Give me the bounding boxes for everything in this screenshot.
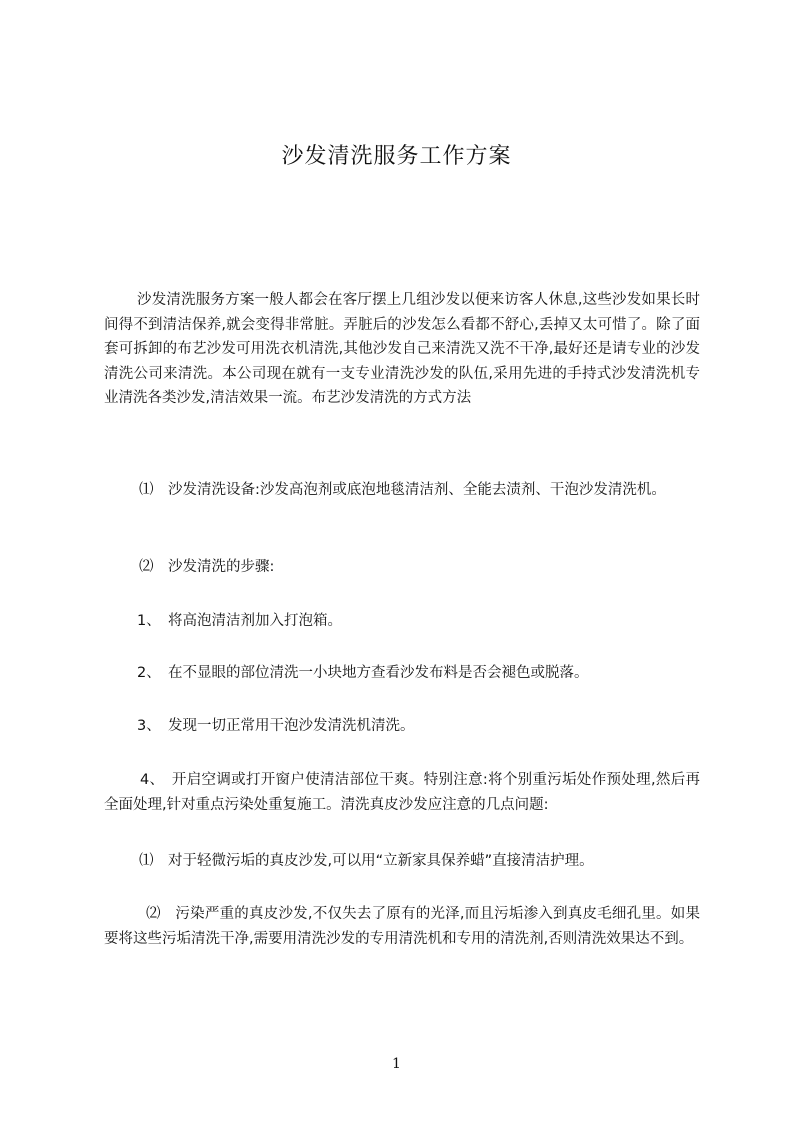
paragraph-leather-light: ⑴ 对于轻微污垢的真皮沙发,可以用“立新家具保养蜡”直接清洁护理。 — [139, 853, 594, 869]
intro-paragraph: 沙发清洗服务方案一般人都会在客厅摆上几组沙发以便来访客人休息,这些沙发如果长时间得不到清洁保养,就会变得非常脏。弄脏后的沙发怎么看都不舒心,丢掉又太可惜了。除了面套可拆卸的布艺沙发可用洗衣机清洗,其他沙发自己来清洗又洗不干净,最好还是请专业的沙发清洗公司来清洗。本公司现在就有一支专业清洗沙发的队伍,采用先进的手持式沙发清洗机专业清洗各类沙发,清洁效果一流。布艺沙发清洗的方式方法 — [104, 292, 700, 406]
paragraph-leather-heavy: ⑵ 污染严重的真皮沙发,不仅失去了原有的光泽,而且污垢渗入到真皮毛细孔里。如果要将这些污垢清洗干净,需要用清洗沙发的专用清洗机和专用的清洗剂,否则清洗效果达不到。 — [104, 906, 700, 947]
page-number: 1 — [392, 1056, 401, 1072]
paragraph-step-2: 2、 在不显眼的部位清洗一小块地方查看沙发布料是否会褪色或脱落。 — [137, 665, 589, 681]
paragraph-step-4: 4、 开启空调或打开窗户使清洁部位干爽。特别注意:将个别重污垢处作预处理,然后再全面处理,针对重点污染处重复施工。清洗真皮沙发应注意的几点问题: — [104, 772, 700, 813]
document-title: 沙发清洗服务工作方案 — [281, 144, 512, 169]
paragraph-steps-heading: ⑵ 沙发清洗的步骤: — [139, 559, 275, 575]
paragraph-step-3: 3、 发现一切正常用干泡沙发清洗机清洗。 — [137, 718, 415, 734]
paragraph-step-1: 1、 将高泡清洁剂加入打泡箱。 — [137, 613, 342, 629]
paragraph-equipment: ⑴ 沙发清洗设备:沙发高泡剂或底泡地毯清洁剂、全能去渍剂、干泡沙发清洗机。 — [139, 482, 666, 498]
